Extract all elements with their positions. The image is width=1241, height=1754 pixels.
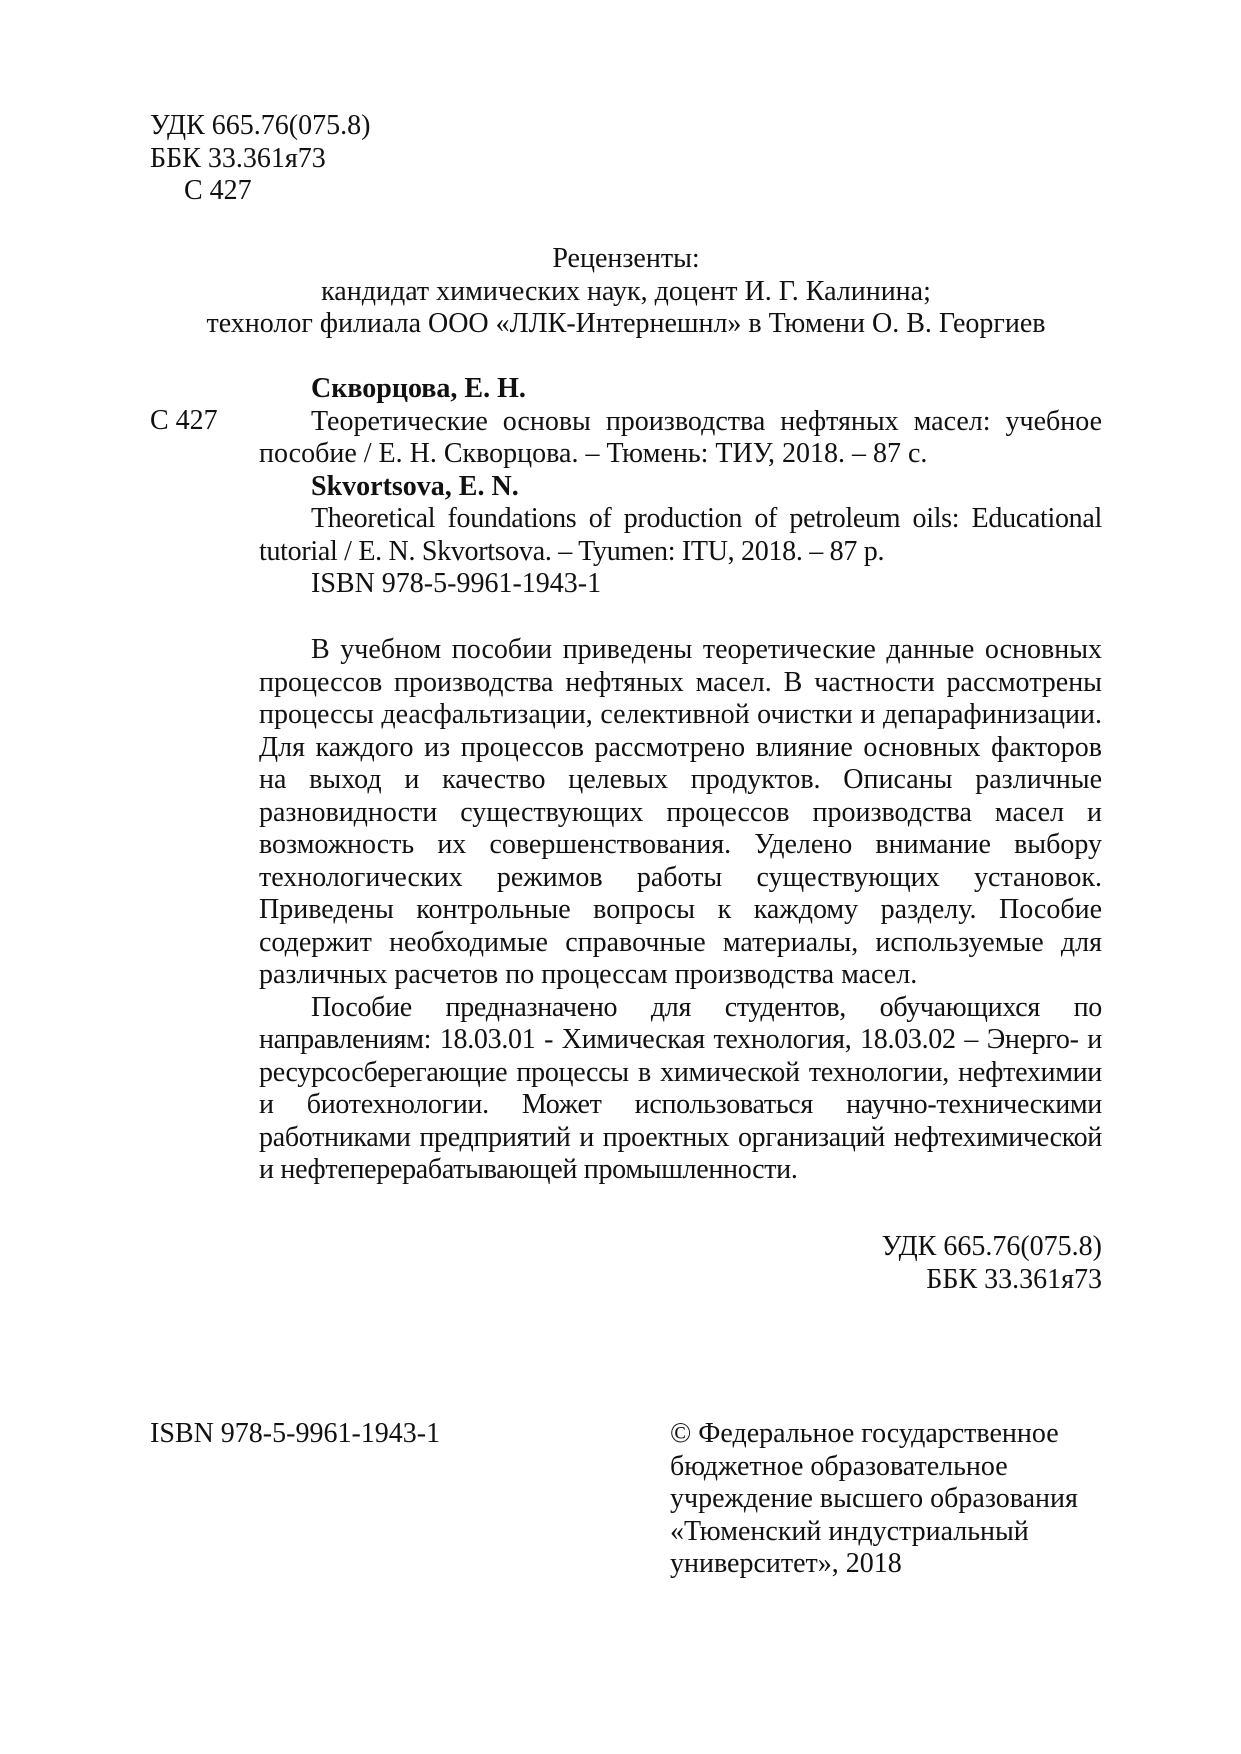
copyright-line: учреждение высшего образования (670, 1483, 1078, 1514)
author-ru: Скворцова, Е. Н. (311, 373, 526, 404)
bibliography-code: С 427 (150, 405, 218, 436)
footer-isbn: ISBN 978-5-9961-1943-1 (150, 1418, 441, 1449)
author-en: Skvortsova, E. N. (311, 470, 519, 502)
copyright-line: «Тюменский индустриальный (670, 1515, 1029, 1547)
copyright-line: © Федеральное государственное (670, 1418, 1059, 1449)
description-en: Theoretical foundations of production of petroleum oils: Educational tutorial / E. N. Skvortsova. – Tyumen: ITU, 2018. – 87 p. (259, 503, 1102, 567)
copyright-line: бюджетное образовательное (670, 1450, 1008, 1482)
reviewers-block (150, 243, 1102, 341)
abstract (259, 634, 1102, 1187)
udk-code: УДК 665.76(075.8) (881, 1231, 1102, 1262)
description-ru: Теоретические основы производства нефтяных масел: учебное пособие / Е. Н. Скворцова. – Тюмень: ТИУ, 2018. – 87 с. (259, 405, 1102, 469)
isbn: ISBN 978-5-9961-1943-1 (311, 568, 602, 599)
classification-right (882, 1231, 1102, 1296)
bibliography-block (259, 373, 1102, 601)
reviewers-title: Рецензенты: (552, 243, 700, 274)
abstract-paragraph: Пособие предназначено для студентов, обучающихся по направлениям: 18.03.01 - Химическая технология, 18.03.02 – Энерго- и ресурсосберегающие процессы в химической технологии, нефтехимии и биотехнологии. Может использоваться научно-техническими работниками предприятий и проектных организаций нефтехимической и нефтеперерабатывающей промышленности. (259, 991, 1102, 1185)
copyright-line: университет», 2018 (670, 1548, 902, 1579)
copyright-block (670, 1418, 1078, 1581)
bbk-code: ББК 33.361я73 (150, 142, 326, 174)
abstract-paragraph: В учебном пособии приведены теоретические данные основных процессов производства нефтяных масел. В частности рассмотрены процессы деасфальтизации, селективной очистки и депарафинизации. Для каждого из процессов рассмотрено влияние основных факторов на выход и качество целевых продуктов. Описаны различные разновидности существующих процессов производства масел и возможность их совершенствования. Уделено внимание выбору технологических режимов работы существующих установок. Приведены контрольные вопросы к каждому разделу. Пособие содержит необходимые справочные материалы, используемые для различных расчетов по процессам производства масел. (259, 634, 1102, 990)
classification-header (150, 110, 370, 208)
bbk-code: ББК 33.361я73 (926, 1263, 1102, 1295)
udk-code: УДК 665.76(075.8) (150, 110, 371, 141)
author-mark: С 427 (184, 175, 252, 206)
reviewer-2: технолог филиала ООО «ЛЛК-Интернешнл» в Тюмени О. В. Георгиев (206, 308, 1046, 339)
reviewer-1: кандидат химических наук, доцент И. Г. Калинина; (321, 275, 931, 307)
